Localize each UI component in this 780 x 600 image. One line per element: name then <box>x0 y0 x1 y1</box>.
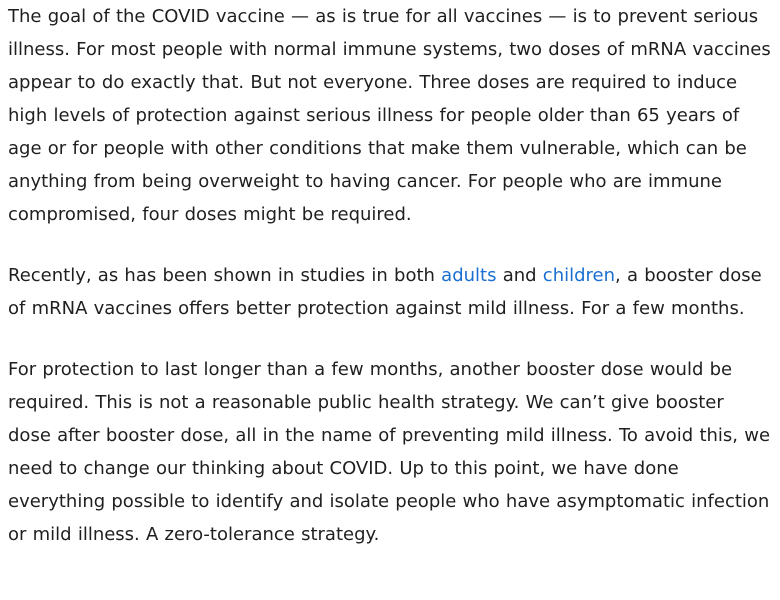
adults-study-link[interactable]: adults <box>441 265 497 286</box>
paragraph-2-text-start: Recently, as has been shown in studies in both <box>8 265 442 286</box>
children-study-link[interactable]: children <box>542 265 616 286</box>
paragraph-1 <box>8 0 772 231</box>
paragraph-2-text-and: and <box>496 265 543 286</box>
paragraph-3-text: For protection to last longer than a few months, another booster dose would be required. This is not a reasonable public health strategy. We can’t give booster dose after booster dose, all in the name of preventing mild illness. To avoid this, we need to change our thinking about COVID. Up to this point, we have done everything possible to identify and isolate people who have asymptomatic infection or mild illness. A zero-tolerance strategy. <box>8 359 771 545</box>
paragraph-1-text: The goal of the COVID vaccine — as is true for all vaccines — is to prevent serious illness. For most people with normal immune systems, two doses of mRNA vaccines appear to do exactly that. But not everyone. Three doses are required to induce high levels of protection against serious illness for people older than 65 years of age or for people with other conditions that make them vulnerable, which can be anything from being overweight to having cancer. For people who are immune compromised, four doses might be required. <box>8 6 771 225</box>
paragraph-3 <box>8 353 772 551</box>
paragraph-2 <box>8 259 772 325</box>
paragraph-2-text-end: , a booster dose of mRNA vaccines offers better protection against mild illness. For a few months. <box>8 265 762 319</box>
